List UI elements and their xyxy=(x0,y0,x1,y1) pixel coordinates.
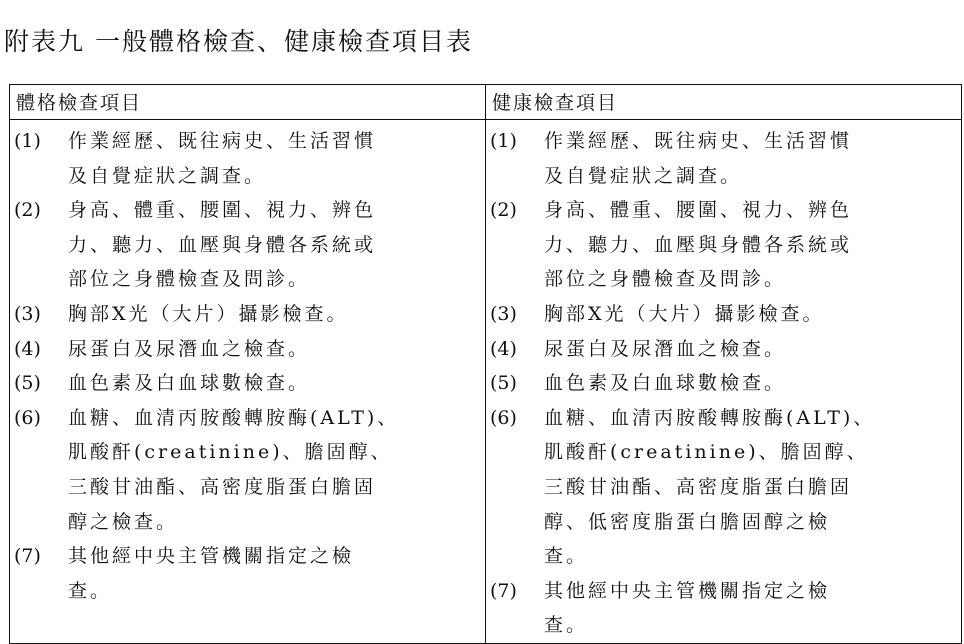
physical-exam-item xyxy=(14,193,485,297)
physical-exam-item-number: (7) xyxy=(14,545,41,568)
physical-exam-item-number: (5) xyxy=(14,372,41,395)
health-exam-item-number: (4) xyxy=(490,337,517,360)
physical-exam-item-text xyxy=(68,297,485,332)
health-exam-item-text xyxy=(544,124,961,193)
health-exam-item xyxy=(490,332,961,367)
health-exam-item-line: 尿蛋白及尿潛血之檢查。 xyxy=(544,337,787,360)
health-exam-cell xyxy=(486,120,962,644)
health-exam-item-text xyxy=(544,332,961,367)
health-exam-item-text xyxy=(544,574,961,643)
physical-exam-item-line: 作業經歷、既往病史、生活習慣 xyxy=(68,130,377,152)
physical-exam-item-line: 血糖、血清丙胺酸轉胺酶(ALT)、 xyxy=(68,406,400,429)
health-exam-item-line: 肌酸酐(creatinine)、膽固醇、 xyxy=(544,441,869,464)
health-exam-item-text xyxy=(544,401,961,574)
physical-exam-item-line: 部位之身體檢查及問診。 xyxy=(68,268,311,291)
physical-exam-item-line: 醇之檢查。 xyxy=(68,510,179,533)
health-exam-item xyxy=(490,401,961,574)
physical-exam-item-number: (4) xyxy=(14,337,41,360)
health-exam-item-number: (1) xyxy=(490,130,517,152)
health-exam-item-line: 力、聽力、血壓與身體各系統或 xyxy=(544,233,853,256)
exam-items-table xyxy=(9,84,962,644)
table-header-row xyxy=(10,85,962,120)
health-exam-item xyxy=(490,193,961,297)
health-exam-item-line: 血糖、血清丙胺酸轉胺酶(ALT)、 xyxy=(544,406,876,429)
physical-exam-item-number: (2) xyxy=(14,199,41,222)
health-exam-item-line: 部位之身體檢查及問診。 xyxy=(544,268,787,291)
health-exam-item-line: 作業經歷、既往病史、生活習慣 xyxy=(544,130,853,152)
physical-exam-item-text xyxy=(68,366,485,401)
physical-exam-item-text xyxy=(68,539,485,608)
physical-exam-item-line: 身高、體重、腰圍、視力、辨色 xyxy=(68,199,377,222)
health-exam-item-text xyxy=(544,297,961,332)
health-exam-item-line: 胸部X光（大片）攝影檢查。 xyxy=(544,302,825,325)
health-exam-item-line: 身高、體重、腰圍、視力、辨色 xyxy=(544,199,853,222)
physical-exam-item-line: 其他經中央主管機關指定之檢 xyxy=(68,545,355,568)
health-exam-item-line: 查。 xyxy=(544,545,589,568)
physical-exam-item xyxy=(14,297,485,332)
health-exam-item-line: 查。 xyxy=(544,614,589,637)
health-exam-item-number: (7) xyxy=(490,579,517,602)
physical-exam-item-text xyxy=(68,124,485,193)
physical-exam-item xyxy=(14,539,485,608)
physical-exam-list xyxy=(10,120,485,608)
health-exam-item-number: (5) xyxy=(490,372,517,395)
physical-exam-item-line: 查。 xyxy=(68,579,113,602)
health-exam-item-line: 三酸甘油酯、高密度脂蛋白膽固 xyxy=(544,475,853,498)
physical-exam-item xyxy=(14,401,485,539)
physical-exam-item-number: (1) xyxy=(14,130,41,152)
physical-exam-item-line: 肌酸酐(creatinine)、膽固醇、 xyxy=(68,441,393,464)
health-exam-item-line: 醇、低密度脂蛋白膽固醇之檢 xyxy=(544,510,831,533)
physical-exam-item-line: 尿蛋白及尿潛血之檢查。 xyxy=(68,337,311,360)
page-title: 附表九 一般體格檢查、健康檢查項目表 xyxy=(4,27,473,56)
header-health-exam: 健康檢查項目 xyxy=(486,85,962,120)
health-exam-item xyxy=(490,297,961,332)
physical-exam-item-line: 胸部X光（大片）攝影檢查。 xyxy=(68,302,349,325)
health-exam-item-text xyxy=(544,193,961,297)
health-exam-item-text xyxy=(544,366,961,401)
health-exam-item xyxy=(490,574,961,643)
physical-exam-item-line: 三酸甘油酯、高密度脂蛋白膽固 xyxy=(68,475,377,498)
physical-exam-item-line: 力、聽力、血壓與身體各系統或 xyxy=(68,233,377,256)
physical-exam-item-text xyxy=(68,332,485,367)
physical-exam-item-number: (3) xyxy=(14,302,41,325)
physical-exam-item-number: (6) xyxy=(14,406,41,429)
health-exam-item xyxy=(490,366,961,401)
health-exam-item-line: 血色素及白血球數檢查。 xyxy=(544,372,787,395)
header-physical-exam: 體格檢查項目 xyxy=(10,85,486,120)
health-exam-item-number: (6) xyxy=(490,406,517,429)
health-exam-item-number: (2) xyxy=(490,199,517,222)
health-exam-item-number: (3) xyxy=(490,302,517,325)
health-exam-item-line: 其他經中央主管機關指定之檢 xyxy=(544,579,831,602)
physical-exam-item-line: 血色素及白血球數檢查。 xyxy=(68,372,311,395)
physical-exam-item xyxy=(14,366,485,401)
physical-exam-item-line: 及自覺症狀之調查。 xyxy=(68,164,267,187)
health-exam-list xyxy=(486,120,961,643)
health-exam-item-line: 及自覺症狀之調查。 xyxy=(544,164,743,187)
table-body-row xyxy=(10,120,962,644)
physical-exam-item xyxy=(14,124,485,193)
physical-exam-item xyxy=(14,332,485,367)
physical-exam-cell xyxy=(10,120,486,644)
physical-exam-item-text xyxy=(68,401,485,539)
health-exam-item xyxy=(490,124,961,193)
physical-exam-item-text xyxy=(68,193,485,297)
